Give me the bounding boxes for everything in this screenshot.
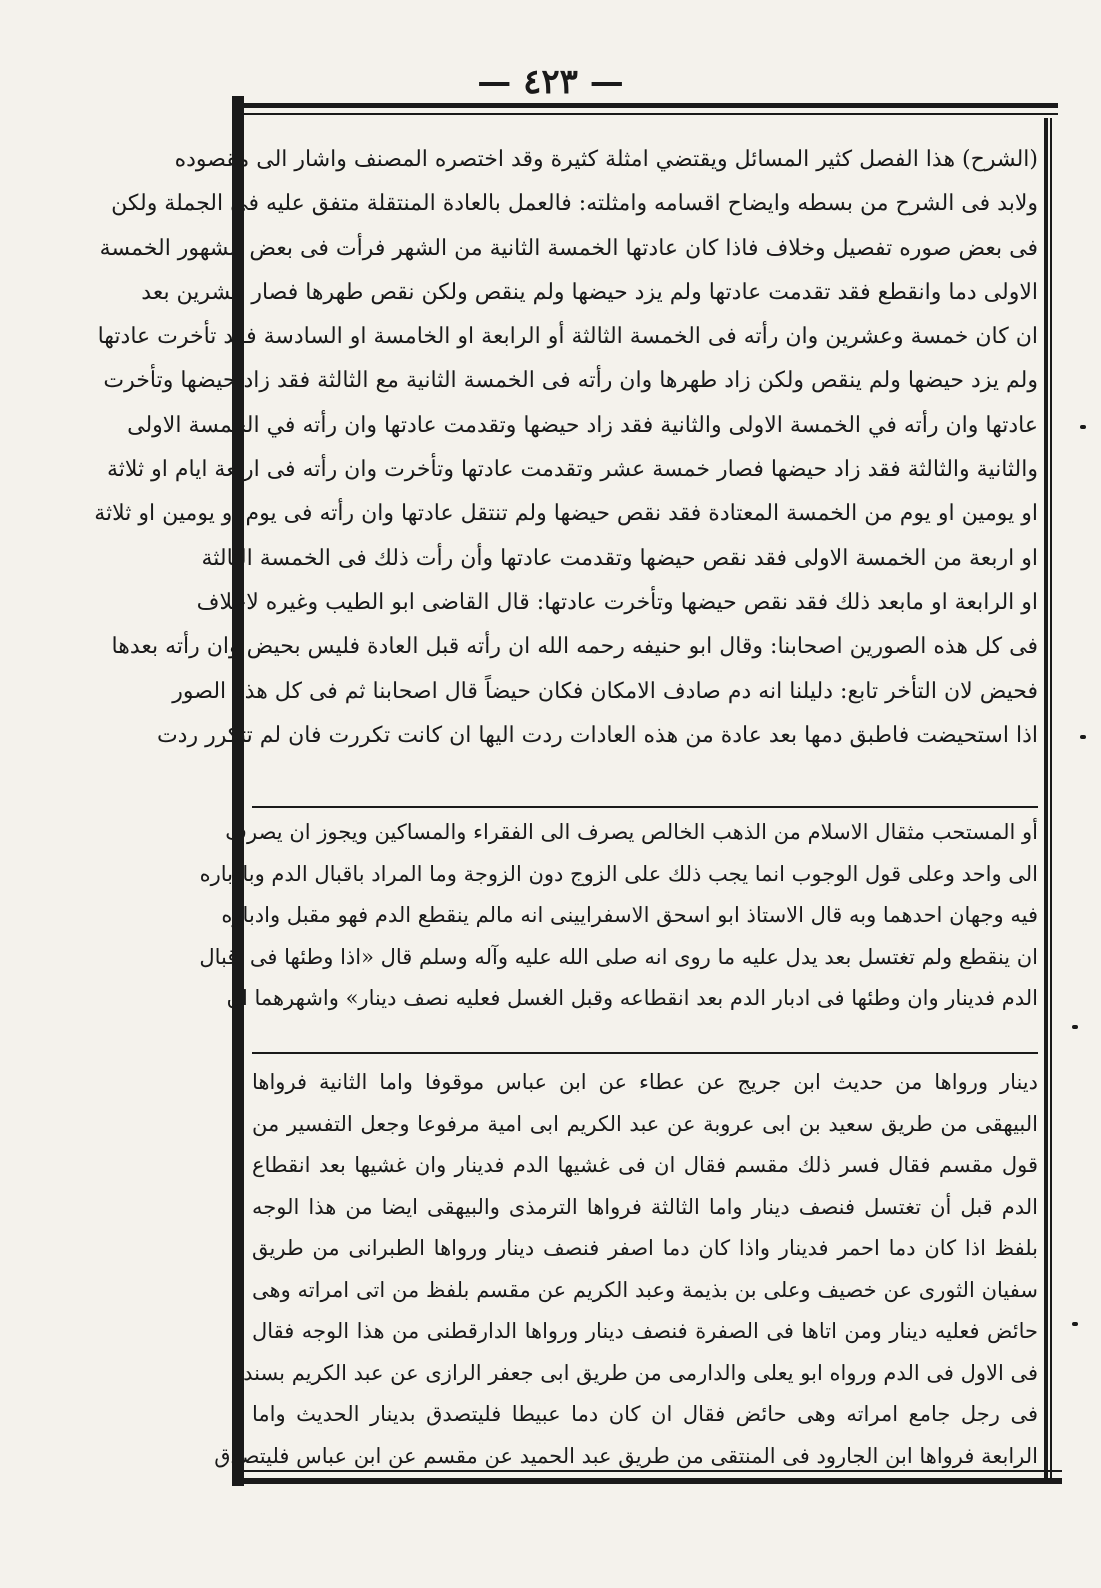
main-line: عادتها وان رأته في الخمسة الاولى والثانية فقد زاد حيضها وتقدمت عادتها وان رأته في الخمسة الاولى [127, 412, 1038, 438]
section-divider [252, 1052, 1038, 1054]
scan-speck [1072, 1025, 1078, 1029]
section-divider [252, 806, 1038, 808]
main-line: (الشرح) هذا الفصل كثير المسائل ويقتضي امثلة كثيرة وقد اختصره المصنف واشار الى مقصوده [174, 147, 1038, 172]
top-rule-thin [244, 113, 1058, 115]
main-line: الاولى دما وانقطع فقد تقدمت عادتها ولم يزد حيضها ولم ينقص ولكن نقص طهرها فصار عشرين بعد [141, 279, 1038, 305]
main-line: او اربعة من الخمسة الاولى فقد نقص حيضها وتقدمت عادتها وأن رأت ذلك فى الخمسة الثالثة [201, 545, 1038, 571]
main-line: فى كل هذه الصورين اصحابنا: وقال ابو حنيفه رحمه الله ان رأته قبل العادة فليس بحيض وان رأته بعدها [111, 634, 1038, 660]
footnote-line: الدم فدينار وان وطئها فى ادبار الدم بعد انقطاعه وقبل الغسل فعليه نصف دينار» واشهرهما ان [226, 986, 1038, 1010]
main-text [94, 138, 1038, 758]
footnote-line: بلفظ اذا كان دما احمر فدينار واذا كان دما اصفر فنصف دينار ورواها الطبرانى من طريق [252, 1236, 1038, 1260]
main-line: فحيض لان التأخر تابع: دليلنا انه دم صادف الامكان فكان حيضاً قال اصحابنا ثم فى كل هذه الصور [172, 678, 1038, 704]
main-line: ان كان خمسة وعشرين وان رأته فى الخمسة الثالثة أو الرابعة او الخامسة او السادسة فقد تأخرت عادتها [97, 324, 1038, 350]
top-rule [244, 103, 1058, 108]
frame-right-border-inner [1050, 118, 1052, 1483]
footnote-line: أو المستحب مثقال الاسلام من الذهب الخالص يصرف الى الفقراء والمساكين ويجوز ان يصرف [225, 820, 1038, 844]
footnote-line: قول مقسم فقال فسر ذلك مقسم فقال ان فى غشيها الدم فدينار وان غشيها بعد انقطاع [252, 1153, 1038, 1177]
footnote-block-1 [199, 812, 1038, 1020]
footnote-line: فى الاول فى الدم ورواه ابو يعلى والدارمى من طريق ابى جعفر الرازى عن عبد الكريم بسنده [232, 1360, 1038, 1385]
footnote-line: ان ينقطع ولم تغتسل بعد يدل عليه ما روى انه صلى الله عليه وآله وسلم قال «اذا وطئها فى اقبال [199, 944, 1038, 969]
footnote-line: البيهقى من طريق سعيد بن ابى عروبة عن عبد الكريم ابى امية مرفوعا وجعل التفسير من [252, 1111, 1038, 1136]
footnote-block-2 [214, 1062, 1038, 1477]
scan-speck [1072, 1322, 1078, 1326]
footnote-line: الدم قبل أن تغتسل فنصف دينار واما الثالثة فرواها الترمذى والبيهقى ايضا من هذا الوجه [252, 1194, 1038, 1219]
footnote-line: حائض فعليه دينار ومن اتاها فى الصفرة فنصف دينار ورواها الدارقطنى من هذا الوجه فقال [252, 1319, 1038, 1343]
main-line: او الرابعة او مابعد ذلك فقد نقص حيضها وتأخرت عادتها: قال القاضى ابو الطيب وغيره لاخلاف [196, 589, 1038, 615]
main-line: او يومين او يوم من الخمسة المعتادة فقد نقص حيضها ولم تنتقل عادتها وان رأته فى يوم او يومين او ثلاثة [94, 501, 1038, 527]
scan-speck [1080, 425, 1086, 429]
main-line: اذا استحيضت فاطبق دمها بعد عادة من هذه العادات ردت اليها ان كانت تكررت فان لم تتكرر ردت [156, 722, 1038, 748]
scan-speck [1080, 735, 1086, 739]
footnote-line: دينار ورواها من حديث ابن جريج عن عطاء عن ابن عباس موقوفا واما الثانية فرواها [252, 1070, 1038, 1094]
footnote-line: فى رجل جامع امراته وهى حائض فقال ان كان دما عبيطا فليتصدق بدينار الحديث واما [252, 1402, 1038, 1426]
footnote-line: الى واحد وعلى قول الوجوب انما يجب ذلك على الزوج دون الزوجة وما المراد باقبال الدم وبادباره [199, 861, 1038, 886]
frame-right-border [1044, 118, 1048, 1483]
main-line: والثانية والثالثة فقد زاد حيضها فصار خمسة عشر وتقدمت عادتها وتأخرت وان رأته فى اربعة ايام او ثلاثة [106, 457, 1038, 483]
main-line: ولم يزد حيضها ولم ينقص ولكن زاد طهرها وان رأته فى الخمسة الثانية مع الثالثة فقد زاد حيضها وتأخرت [103, 368, 1038, 394]
main-line: فى بعض صوره تفصيل وخلاف فاذا كان عادتها الخمسة الثانية من الشهر فرأت فى بعض الشهور الخمسة [99, 235, 1038, 261]
main-line: ولابد فى الشرح من بسطه وايضاح اقسامه وامثلته: فالعمل بالعادة المنتقلة متفق عليه فى الجملة ولكن [111, 191, 1038, 217]
footnote-line: سفيان الثورى عن خصيف وعلى بن بذيمة وعبد الكريم عن مقسم بلفظ من اتى امراته وهى [252, 1277, 1038, 1302]
page-number: — ٤٢٣ — [477, 62, 624, 102]
footnote-line: الرابعة فرواها ابن الجارود فى المنتقى من طريق عبد الحميد عن مقسم عن ابن عباس فليتصدق [214, 1443, 1038, 1468]
bottom-rule [232, 1478, 1062, 1484]
footnote-line: فيه وجهان احدهما وبه قال الاستاذ ابو اسحق الاسفرايينى انه مالم ينقطع الدم فهو مقبل وادباره [221, 903, 1038, 927]
